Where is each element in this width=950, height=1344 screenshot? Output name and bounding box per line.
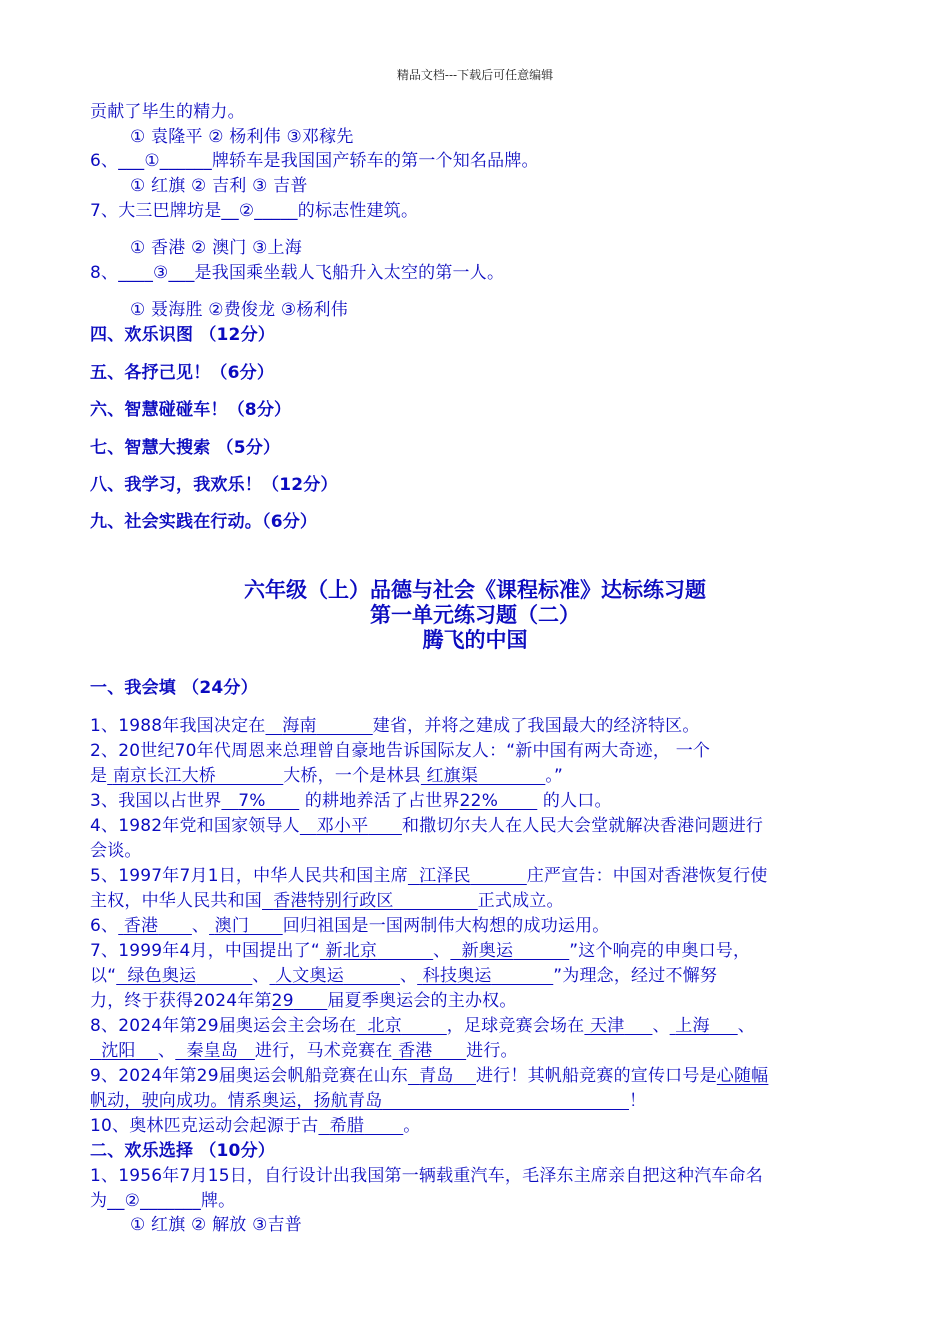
text-span: 、: [191, 916, 210, 936]
fill-question-9: [90, 1064, 880, 1088]
text-span: 香港: [123, 916, 159, 936]
text-line: 贡献了毕生的精力。: [90, 102, 245, 122]
answer-blank: [393, 1041, 467, 1061]
answer-blank: [421, 766, 545, 786]
text-span: 力，终于获得2024年第: [90, 991, 272, 1011]
text-span: 香港特别行政区: [273, 891, 394, 911]
answer-blank: [175, 1041, 255, 1061]
text-span: 、: [158, 1041, 176, 1061]
text-span: 沈阳: [101, 1041, 136, 1061]
text-span: 绿色奥运: [127, 966, 197, 986]
text-span: 科技奥运: [422, 966, 492, 986]
text-span: 以“: [90, 966, 117, 986]
text-span: ！: [628, 1091, 647, 1111]
fill-question-3: [90, 789, 880, 813]
text-span: 建省，并将之建成了我国最大的经济特区。: [372, 716, 700, 736]
part2-heading: 二、欢乐选择 （10分）: [90, 1141, 275, 1161]
answer-blank: [262, 891, 478, 911]
text-span: 7、1999年4月，中国提出了“: [90, 941, 320, 961]
fill-question-4: [90, 814, 880, 838]
text-span: 邓小平: [316, 816, 369, 836]
text-span: 届夏季奥运会的主办权。: [327, 991, 517, 1011]
fill-question-2-cont: [90, 764, 880, 788]
fill-question-2: 2、20世纪70年代周恩来总理曾自豪地告诉国际友人：“新中国有两大奇迹， 一个: [90, 741, 711, 761]
page-header: 精品文档---下载后可任意编辑: [396, 68, 554, 82]
answer-blank: [408, 1066, 476, 1086]
text-span: 4、1982年党和国家领导人: [90, 816, 300, 836]
text-span: 红旗渠: [426, 766, 479, 786]
section-heading: 八、我学习，我欢乐！（12分）: [90, 475, 338, 495]
text-span: 、: [737, 1016, 755, 1036]
answer-blank: [320, 941, 433, 961]
text-span: ”这个响亮的申奥口号，: [569, 941, 751, 961]
text-span: 主权，中华人民共和国: [90, 891, 262, 911]
text-span: _______牌。: [140, 1191, 236, 1211]
text-span: 香港: [398, 1041, 433, 1061]
text-span: 8、2024年第29届奥运会主会场在: [90, 1016, 357, 1036]
text-span: 回归祖国是一国两制伟大构想的成功运用。: [282, 916, 610, 936]
text-span: 22%: [459, 791, 499, 811]
part1-heading: 一、我会填 （24分）: [90, 678, 258, 698]
answer-blank: [450, 941, 569, 961]
answer-blank: [300, 816, 402, 836]
document-subtitle: 第一单元练习题（二）: [370, 603, 580, 627]
text-span: ，足球竞赛会场在: [446, 1016, 585, 1036]
text-span: 帆动，驶向成功。情系奥运，扬航青岛: [90, 1091, 383, 1111]
text-span: 青岛: [419, 1066, 454, 1086]
choice-question-1: 1、1956年7月15日，自行设计出我国第一辆载重汽车，毛泽东主席亲自把这种汽车命名: [90, 1166, 763, 1186]
section-heading: 七、智慧大搜索 （5分）: [90, 438, 281, 458]
answer-blank: [90, 1091, 629, 1111]
fill-question-8: [90, 1014, 880, 1038]
options-line: ① 聂海胜 ②费俊龙 ③杨利伟: [130, 300, 348, 320]
text-span: 新北京: [325, 941, 378, 961]
options-line: ① 袁隆平 ② 杨利伟 ③邓稼先: [130, 127, 354, 147]
text-span: 北京: [367, 1016, 402, 1036]
fill-question-7-cont2: [90, 989, 880, 1013]
question-8: 8、____③___是我国乘坐载人飞船升入太空的第一人。: [90, 263, 505, 283]
fill-question-4-cont: 会谈。: [90, 841, 142, 861]
text-span: 1、1988年我国决定在: [90, 716, 266, 736]
text-span: 大桥，一个是林县: [283, 766, 421, 786]
text-span: 是: [90, 766, 108, 786]
question-6: 6、___①______牌轿车是我国国产轿车的第一个知名品牌。: [90, 151, 539, 171]
unit-title: 腾飞的中国: [422, 628, 528, 652]
fill-question-9-cont: [90, 1089, 880, 1113]
text-span: 和撒切尔夫人在人民大会堂就解决香港问题进行: [401, 816, 764, 836]
fill-question-1: [90, 714, 880, 738]
answer-blank: [318, 1116, 403, 1136]
fill-question-7-cont: [90, 964, 880, 988]
text-span: 人文奥运: [275, 966, 344, 986]
text-span: 、: [433, 941, 451, 961]
text-span: 秦皇岛: [186, 1041, 239, 1061]
text-span: 正式成立。: [477, 891, 564, 911]
text-span: 5、1997年7月1日，中华人民共和国主席: [90, 866, 408, 886]
text-span: 9、2024年第29届奥运会帆船竞赛在山东: [90, 1066, 408, 1086]
text-span: 29: [271, 991, 294, 1011]
answer-blank: [417, 966, 553, 986]
text-span: 进行！其帆船竞赛的宣传口号是: [475, 1066, 717, 1086]
text-span: 海南: [282, 716, 317, 736]
answer-blank: [107, 766, 283, 786]
answer-blank: [408, 866, 527, 886]
text-span: 的耕地养活了占世界: [304, 791, 460, 811]
answer-blank: [221, 791, 299, 811]
section-heading: 五、各抒己见！（6分）: [90, 363, 275, 383]
options-line: ① 红旗 ② 吉利 ③ 吉普: [130, 176, 308, 196]
text-span: 进行，马术竞赛在: [254, 1041, 393, 1061]
text-span: 南京长江大桥: [112, 766, 217, 786]
text-span: 进行。: [466, 1041, 518, 1061]
question-7: 7、大三巴牌坊是__②_____的标志性建筑。: [90, 201, 419, 221]
text-span: 上海: [675, 1016, 710, 1036]
choice-question-1-cont: [90, 1189, 880, 1213]
section-heading: 九、社会实践在行动。（6分）: [90, 512, 318, 532]
text-span: 、: [399, 966, 418, 986]
answer-blank: [265, 716, 372, 736]
text-span: 希腊: [329, 1116, 365, 1136]
text-span: 。”: [545, 766, 564, 786]
answer-blank: [90, 1041, 158, 1061]
text-span: ”为理念，经过不懈努: [553, 966, 718, 986]
text-span: 6、: [90, 916, 119, 936]
fill-question-6: [90, 914, 880, 938]
fill-question-5: [90, 864, 880, 888]
text-span: 庄严宣告：中国对香港恢复行使: [526, 866, 768, 886]
answer-blank: 心随幅: [716, 1066, 769, 1086]
answer-blank: [118, 916, 192, 936]
text-span: 的人口。: [542, 791, 612, 811]
fill-question-5-cont: [90, 889, 880, 913]
answer-blank: [270, 966, 400, 986]
fill-question-7: [90, 939, 880, 963]
answer-blank: [584, 1016, 652, 1036]
text-span: 为__: [90, 1191, 125, 1211]
text-span: 10、奥林匹克运动会起源于古: [90, 1116, 319, 1136]
fill-question-10: [90, 1114, 880, 1138]
text-span: 、: [652, 1016, 670, 1036]
text-span: 7%: [238, 791, 266, 811]
options-line: ① 红旗 ② 解放 ③吉普: [130, 1215, 302, 1235]
answer-blank: [209, 916, 283, 936]
text-span: 新奥运: [461, 941, 514, 961]
section-heading: 六、智慧碰碰车！（8分）: [90, 400, 292, 420]
text-span: 3、我国以占世界: [90, 791, 222, 811]
text-span: 天津: [590, 1016, 625, 1036]
text-span: 江泽民: [419, 866, 471, 886]
section-heading: 四、欢乐识图 （12分）: [90, 325, 275, 345]
options-line: ① 香港 ② 澳门 ③上海: [130, 238, 302, 258]
answer-blank: [356, 1016, 446, 1036]
answer-blank: [116, 966, 252, 986]
answer-blank: [460, 791, 538, 811]
answer-blank: [272, 991, 328, 1011]
fill-question-8-cont: [90, 1039, 880, 1063]
document-title: 六年级（上）品德与社会《课程标准》达标练习题: [244, 578, 706, 602]
answer-blank: [670, 1016, 738, 1036]
text-span: 澳门: [214, 916, 250, 936]
text-span: ②: [124, 1191, 141, 1211]
text-span: 。: [403, 1116, 421, 1136]
text-span: 、: [252, 966, 270, 986]
